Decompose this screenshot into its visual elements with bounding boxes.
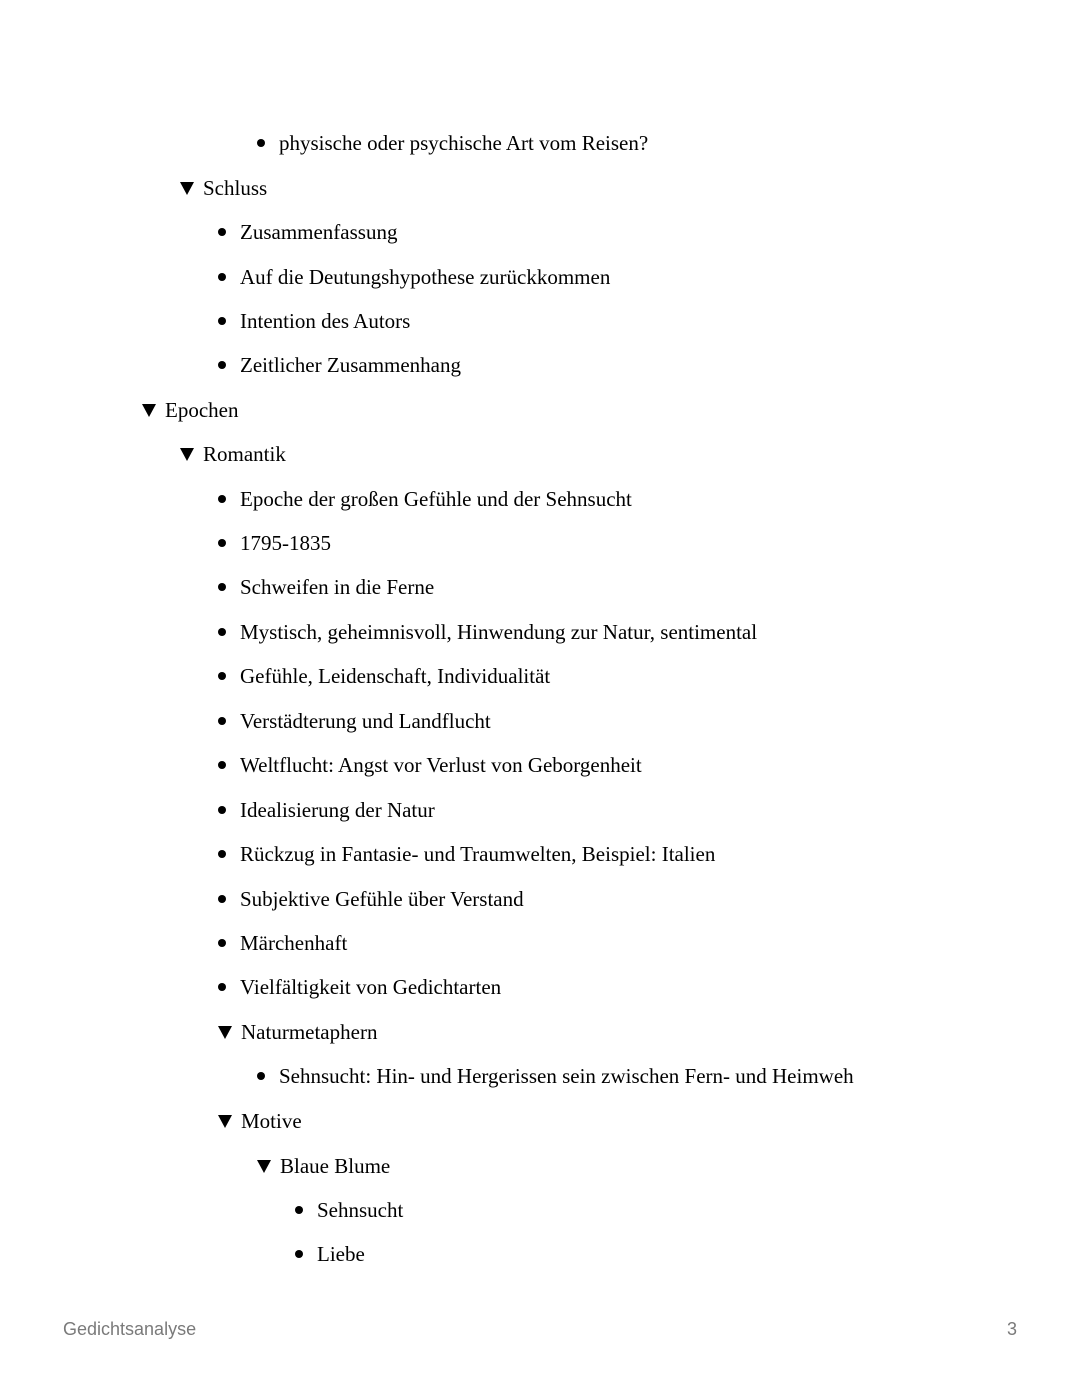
triangle-down-icon (180, 448, 194, 461)
bullet-icon (218, 806, 226, 814)
triangle-down-icon (218, 1026, 232, 1039)
bullet-icon (218, 317, 226, 325)
bullet-icon (218, 495, 226, 503)
bullet-icon (218, 628, 226, 636)
bullet-icon (218, 717, 226, 725)
bullet-icon (218, 583, 226, 591)
bullet-icon (257, 139, 265, 147)
bullet-icon (218, 895, 226, 903)
triangle-down-icon (142, 404, 156, 417)
bullet-icon (218, 939, 226, 947)
bullet-icon (218, 850, 226, 858)
bullet-icon (257, 1072, 265, 1080)
bullet-icon (218, 761, 226, 769)
footer-page-number: 3 (1006, 1319, 1017, 1339)
bullet-icon (218, 539, 226, 547)
triangle-down-icon (180, 182, 194, 195)
bullet-icon (218, 672, 226, 680)
bullet-icon (218, 228, 226, 236)
bullet-icon (295, 1206, 303, 1214)
footer-document-title: Gedichtsanalyse (63, 1319, 197, 1339)
bullet-icon (218, 361, 226, 369)
bullet-icon (295, 1250, 303, 1258)
bullet-icon (218, 273, 226, 281)
bullet-icon (218, 983, 226, 991)
triangle-down-icon (257, 1160, 271, 1173)
document-page: physische oder psychische Art vom Reisen? Schluss Zusammenfassung Auf die Deutungshypothese zurückkommen Intention des Autors Zeitlicher Zusammenhang Epochen Romantik Epoche der großen Gefühle und der Sehnsucht 1795-1835 Schweifen in die Ferne Mystisch, geheimnisvoll, Hinwendung zur Natur, sentimental Gefühle, Leidenschaft, Individualität Verstädterung und Landflucht Weltflucht: Angst vor Verlust von Geborgenheit Idealisierung der Natur Rückzug in Fantasie- und Traumwelten, Beispiel: Italien Subjektive Gefühle über Verstand Märchenhaft Vielfältigkeit von Gedichtarten Naturmetaphern Sehnsucht: Hin- und Hergerissen sein zwischen Fern- und Heimweh Motive Blaue Blume Sehnsucht Liebe Gedichtsanalyse 3 (63, 131, 1017, 1339)
triangle-down-icon (218, 1115, 232, 1128)
